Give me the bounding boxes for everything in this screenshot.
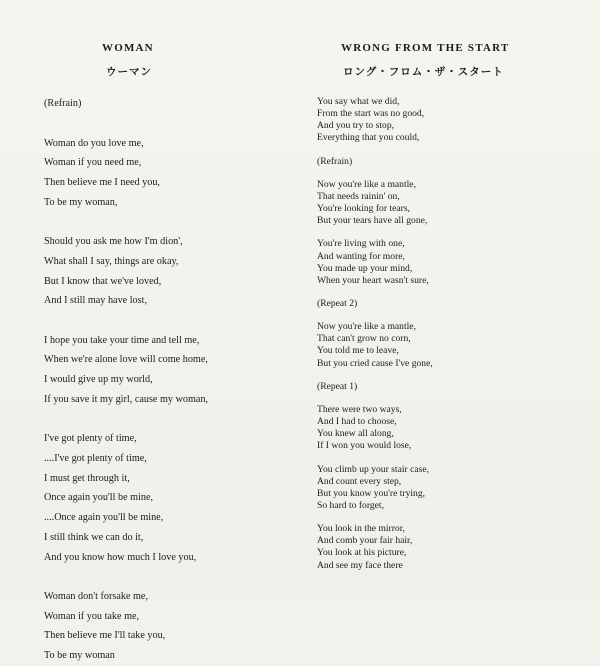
stanza: [317, 179, 433, 227]
lyric-line: You told me to leave,: [317, 345, 399, 357]
stanza-gap: [44, 410, 208, 430]
lyric-line: ....Once again you'll be mine,: [44, 512, 164, 524]
lyric-line: You're looking for tears,: [317, 203, 410, 215]
lyric-line: If you save it my girl, cause my woman,: [44, 393, 209, 405]
stanza: [44, 232, 208, 311]
lyric-line: Then believe me I'll take you,: [44, 630, 166, 642]
song-japanese-title-woman: ウーマン: [106, 66, 152, 78]
lyric-line: But you cried cause I've gone,: [317, 357, 433, 369]
lyric-line: ....I've got plenty of time,: [44, 453, 147, 465]
lyric-line: I hope you take your time and tell me,: [44, 334, 200, 346]
song-title-wrong-from-the-start: WRONG FROM THE START: [341, 42, 510, 54]
stanza-gap: [317, 287, 433, 298]
lyric-line: And I had to choose,: [317, 416, 397, 428]
stanza-gap: [317, 452, 433, 463]
stanza-gap: [317, 512, 433, 523]
stanza: [317, 464, 433, 512]
lyric-line: To be my woman,: [44, 196, 118, 208]
lyric-line: That can't grow no corn,: [317, 333, 411, 345]
lyric-line: And wanting for more,: [317, 250, 405, 262]
lyric-line: (Refrain): [44, 98, 82, 109]
lyric-line: Now you're like a mantle,: [317, 321, 416, 333]
lyric-line: (Refrain): [317, 155, 353, 167]
lyric-line: From the start was no good,: [317, 108, 425, 120]
stanza: [44, 587, 208, 666]
lyric-line: Woman do you love me,: [44, 137, 144, 149]
lyric-line: Everything that you could,: [317, 132, 420, 144]
lyrics-body-wrong-from-the-start: [317, 96, 433, 572]
stanza: [44, 134, 208, 213]
stanza: [317, 381, 433, 393]
stanza: [44, 331, 208, 410]
lyric-line: When we're alone love will come home,: [44, 354, 208, 366]
stanza-gap: [317, 168, 433, 179]
lyric-line: But your tears have all gone,: [317, 215, 428, 227]
stanza: [317, 523, 433, 571]
lyric-line: What shall I say, things are okay,: [44, 255, 179, 267]
lyrics-body-woman: [44, 94, 208, 666]
lyric-line: (Repeat 2): [317, 297, 358, 309]
lyric-line: Once again you'll be mine,: [44, 492, 154, 504]
lyric-line: Woman if you take me,: [44, 610, 140, 622]
lyric-line: I must get through it,: [44, 472, 130, 484]
stanza: [317, 96, 433, 144]
lyric-line: If I won you would lose,: [317, 440, 412, 452]
stanza-gap: [317, 227, 433, 238]
lyric-line: So hard to forget,: [317, 499, 384, 511]
lyric-line: (Repeat 1): [317, 380, 358, 392]
stanza-gap: [44, 114, 208, 134]
lyric-line: And count every step,: [317, 475, 402, 487]
lyric-line: I still think we can do it,: [44, 531, 144, 543]
stanza: [44, 94, 208, 114]
stanza: [317, 404, 433, 452]
lyric-line: Woman if you need me,: [44, 157, 142, 169]
lyric-line: And I still may have lost,: [44, 295, 147, 307]
stanza-gap: [317, 310, 433, 321]
lyric-line: You look in the mirror,: [317, 523, 405, 535]
song-japanese-title-wrong-from-the-start: ロング・フロム・ザ・スタート: [343, 66, 504, 78]
stanza: [317, 238, 433, 286]
song-title-woman: WOMAN: [102, 42, 154, 54]
stanza: [317, 156, 433, 168]
lyric-line: You made up your mind,: [317, 262, 413, 274]
stanza-gap: [44, 567, 208, 587]
lyric-line: But I know that we've loved,: [44, 275, 162, 287]
lyric-line: Then believe me I need you,: [44, 176, 160, 188]
lyric-line: I've got plenty of time,: [44, 433, 137, 445]
lyric-line: That needs rainin' on,: [317, 190, 400, 202]
lyric-line: And you know how much I love you,: [44, 551, 197, 563]
stanza-gap: [44, 212, 208, 232]
lyric-line: Now you're like a mantle,: [317, 178, 416, 190]
lyric-line: And you try to stop,: [317, 120, 395, 132]
stanza-gap: [44, 311, 208, 331]
lyric-line: I would give up my world,: [44, 374, 153, 386]
stanza: [44, 429, 208, 567]
lyric-line: And comb your fair hair,: [317, 535, 413, 547]
lyric-line: There were two ways,: [317, 404, 402, 416]
lyric-line: To be my woman: [44, 650, 115, 662]
lyric-line: But you know you're trying,: [317, 487, 426, 499]
stanza-gap: [317, 370, 433, 381]
stanza-gap: [317, 144, 433, 155]
lyric-line: You climb up your stair case,: [317, 463, 430, 475]
lyric-line: When your heart wasn't sure,: [317, 274, 429, 286]
lyric-line: Should you ask me how I'm dion',: [44, 236, 183, 248]
lyric-line: You look at his picture,: [317, 547, 407, 559]
stanza: [317, 298, 433, 310]
stanza: [317, 321, 433, 369]
lyric-line: You say what we did,: [317, 96, 400, 107]
stanza-gap: [317, 393, 433, 404]
lyric-line: You're living with one,: [317, 238, 405, 250]
lyric-line: Woman don't forsake me,: [44, 591, 148, 603]
lyric-line: And see my face there: [317, 559, 403, 571]
lyric-line: You knew all along,: [317, 428, 394, 440]
